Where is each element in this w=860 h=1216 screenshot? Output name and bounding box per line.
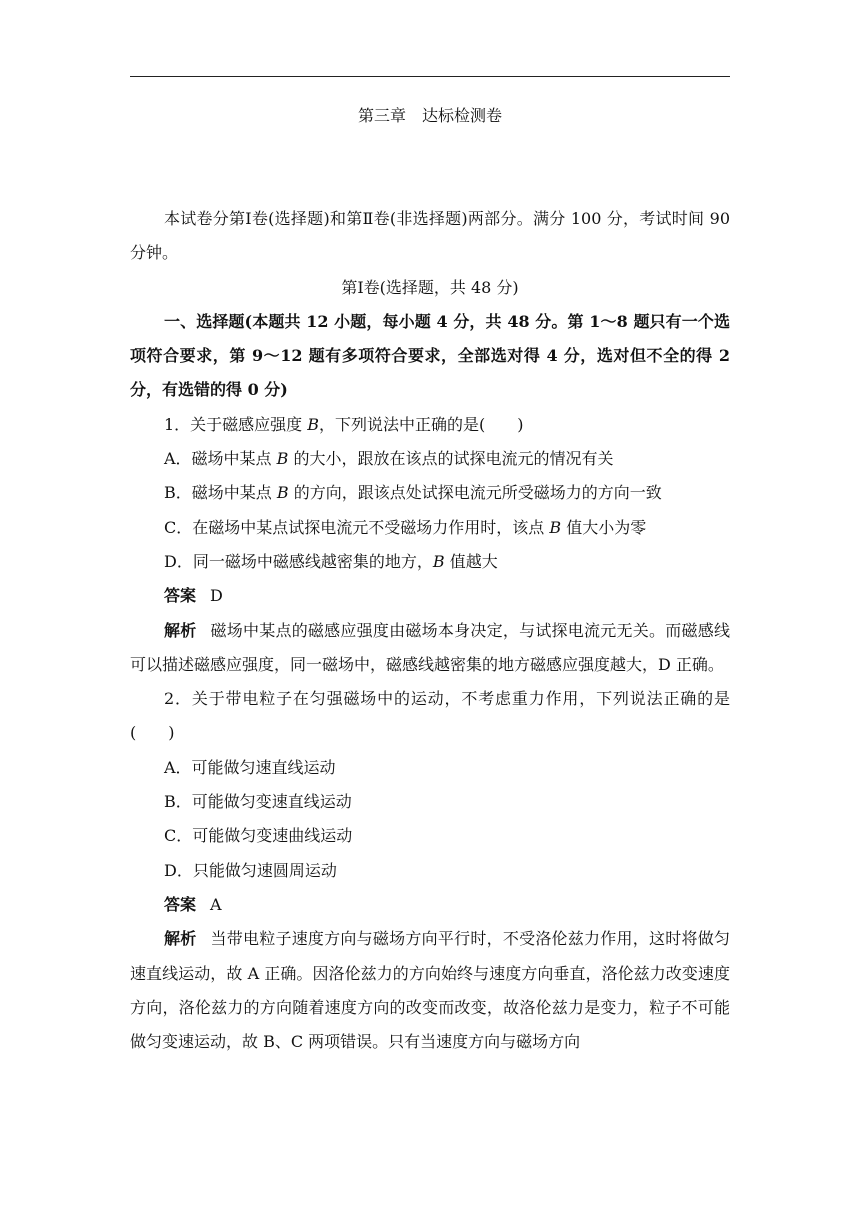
document-body <box>130 202 730 1059</box>
section-instructions: 一、选择题(本题共 12 小题，每小题 4 分，共 48 分。第 1～8 题只有一个选项符合要求，第 9～12 题有多项符合要求，全部选对得 4 分，选对但不全的得 2 分，有选错的得 0 分) <box>130 311 730 400</box>
question-2-option-a: A．可能做匀速直线运动 <box>164 757 336 777</box>
header-rule <box>130 76 730 77</box>
question-1-answer: 答案 D <box>164 586 223 606</box>
question-1-option-a: A．磁场中某点 B 的大小，跟放在该点的试探电流元的情况有关 <box>164 449 614 469</box>
intro-paragraph: 本试卷分第Ⅰ卷(选择题)和第Ⅱ卷(非选择题)两部分。满分 100 分，考试时间 90 分钟。 <box>130 209 730 263</box>
question-1-option-d: D．同一磁场中磁感线越密集的地方，B 值越大 <box>164 551 498 571</box>
question-2-analysis: 解析 当带电粒子速度方向与磁场方向平行时，不受洛伦兹力作用，这时将做匀速直线运动，故 A 正确。因洛伦兹力的方向始终与速度方向垂直，洛伦兹力改变速度方向，洛伦兹力的方向随着速度方向的改变而改变，故洛伦兹力是变力，粒子不可能做匀变速运动，故 B、C 两项错误。只有当速度方向与磁场方向 <box>130 929 730 1052</box>
question-2-option-c: C．可能做匀变速曲线运动 <box>164 826 353 846</box>
question-1-option-c: C．在磁场中某点试探电流元不受磁场力作用时，该点 B 值大小为零 <box>164 517 647 537</box>
question-1-stem: 1．关于磁感应强度 B，下列说法中正确的是( ) <box>164 414 524 434</box>
question-2-option-d: D．只能做匀速圆周运动 <box>164 860 337 880</box>
question-2-answer: 答案 A <box>164 894 222 914</box>
section-heading: 第Ⅰ卷(选择题，共 48 分) <box>341 277 519 297</box>
question-2-stem: 2．关于带电粒子在匀强磁场中的运动，不考虑重力作用，下列说法正确的是( ) <box>130 689 730 743</box>
question-1-analysis: 解析 磁场中某点的磁感应强度由磁场本身决定，与试探电流元无关。而磁感线可以描述磁感应强度，同一磁场中，磁感线越密集的地方磁感应强度越大，D 正确。 <box>130 620 730 674</box>
page-title: 第三章 达标检测卷 <box>357 106 502 125</box>
question-2-option-b: B．可能做匀变速直线运动 <box>164 792 352 812</box>
question-1-option-b: B．磁场中某点 B 的方向，跟该点处试探电流元所受磁场力的方向一致 <box>164 483 662 503</box>
